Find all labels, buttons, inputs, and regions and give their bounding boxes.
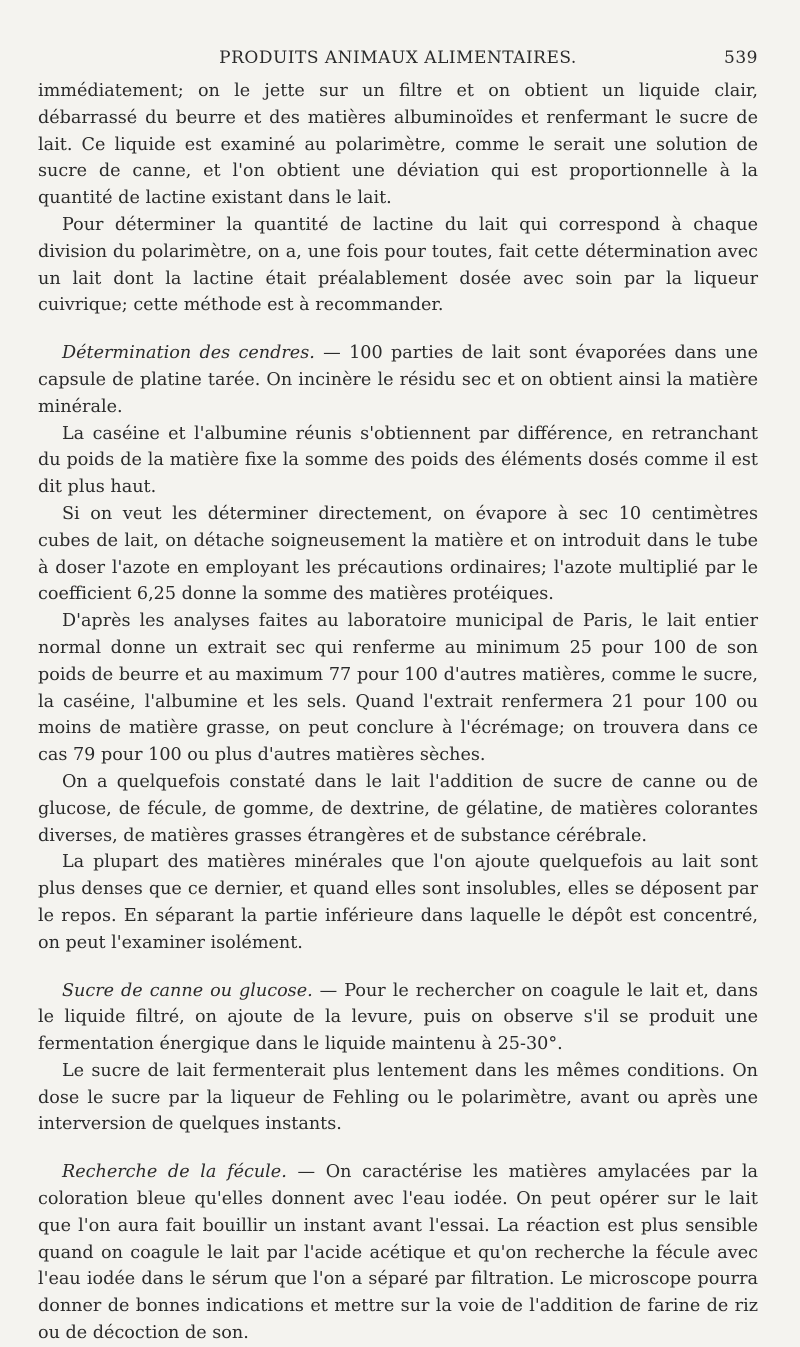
running-header (38, 48, 758, 78)
paragraph-text: Le sucre de lait fermenterait plus lentement dans les mêmes conditions. On dose le sucre par la liqueur de Fehling ou le polarimètre, avant ou après une interversion de quelques instants. (38, 1060, 758, 1135)
paragraph-additions (38, 769, 758, 849)
paragraph-fecule (38, 1159, 758, 1347)
paragraph-lactine-calibration (38, 212, 758, 319)
section-heading-sucre: Sucre de canne ou glucose. (62, 980, 313, 1001)
paragraph-sucre-lait (38, 1058, 758, 1138)
paragraph-text: — 100 parties de lait sont évaporées dans une capsule de platine tarée. On incinère le résidu sec et on obtient ainsi la matière minérale. (38, 343, 758, 417)
body-text (38, 78, 758, 1347)
paragraph-text: immédiatement; on le jette sur un filtre et on obtient un liquide clair, débarrassé du beurre et des matières albuminoïdes et renfermant le sucre de lait. Ce liquide est examiné au polarimètre, comme le serait une solution de sucre de canne, et l'on obtient une déviation qui est proportionnelle à la quantité de lactine existant dans le lait. (38, 81, 758, 209)
paragraph-minerales (38, 849, 758, 956)
paragraph-text: — On caractérise les matières amylacées par la coloration bleue qu'elles donnent avec l'eau iodée. On peut opérer sur le lait que l'on aura fait bouillir un instant avant l'essai. La réaction est plus sensible quand on coagule le lait par l'acide acétique et qu'on recherche la fécule avec l'eau iodée dans le sérum que l'on a séparé par filtration. Le microscope pourra donner de bonnes indications et mettre sur la voie de l'addition de farine de riz ou de décoction de son. (38, 1162, 758, 1344)
paragraph-caseine (38, 421, 758, 501)
paragraph-text: La plupart des matières minérales que l'on ajoute quelquefois au lait sont plus denses que ce dernier, et quand elles sont insolubles, elles se déposent par le repos. En séparant la partie inférieure dans laquelle le dépôt est concentré, on peut l'examiner isolément. (38, 852, 758, 953)
paragraph-cendres (38, 340, 758, 420)
paragraph-azote (38, 501, 758, 608)
paragraph-text: D'après les analyses faites au laboratoire municipal de Paris, le lait entier normal donne un extrait sec qui renferme au minimum 25 pour 100 de son poids de beurre et au maximum 77 pour 100 d'autres matières, comme le sucre, la caséine, l'albumine et les sels. Quand l'extrait renfermera 21 pour 100 ou moins de matière grasse, on peut conclure à l'écrémage; on trouvera dans ce cas 79 pour 100 ou plus d'autres matières sèches. (38, 611, 758, 766)
paragraph-lactine-continuation (38, 78, 758, 212)
paragraph-text: Si on veut les déterminer directement, on évapore à sec 10 centimètres cubes de lait, on détache soigneusement la matière et on introduit dans le tube à doser l'azote en employant les précautions ordinaires; l'azote multiplié par le coefficient 6,25 donne la somme des matières protéiques. (38, 503, 758, 605)
page-number: 539 (724, 48, 758, 68)
section-heading-cendres: Détermination des cendres. (62, 343, 315, 364)
paragraph-text: La caséine et l'albumine réunis s'obtiennent par différence, en retranchant du poids de la matière fixe la somme des poids des éléments dosés comme il est dit plus haut. (38, 423, 758, 498)
paragraph-text: On a quelquefois constaté dans le lait l'addition de sucre de canne ou de glucose, de fécule, de gomme, de dextrine, de gélatine, de matières colorantes diverses, de matières grasses étrangères et de substance cérébrale. (38, 771, 758, 846)
section-heading-fecule: Recherche de la fécule. (62, 1162, 287, 1183)
running-title: PRODUITS ANIMAUX ALIMENTAIRES. (219, 48, 577, 68)
paragraph-analyses (38, 608, 758, 769)
paragraph-sucre-canne (38, 978, 758, 1058)
paragraph-text: — Pour le rechercher on coagule le lait et, dans le liquide filtré, on ajoute de la levure, puis on observe s'il se produit une fermentation énergique dans le liquide maintenu à 25-30°. (38, 980, 758, 1055)
paragraph-text: Pour déterminer la quantité de lactine du lait qui correspond à chaque division du polarimètre, on a, une fois pour toutes, fait cette détermination avec un lait dont la lactine était préalablement dosée avec soin par la liqueur cuivrique; cette méthode est à recommander. (38, 214, 758, 316)
